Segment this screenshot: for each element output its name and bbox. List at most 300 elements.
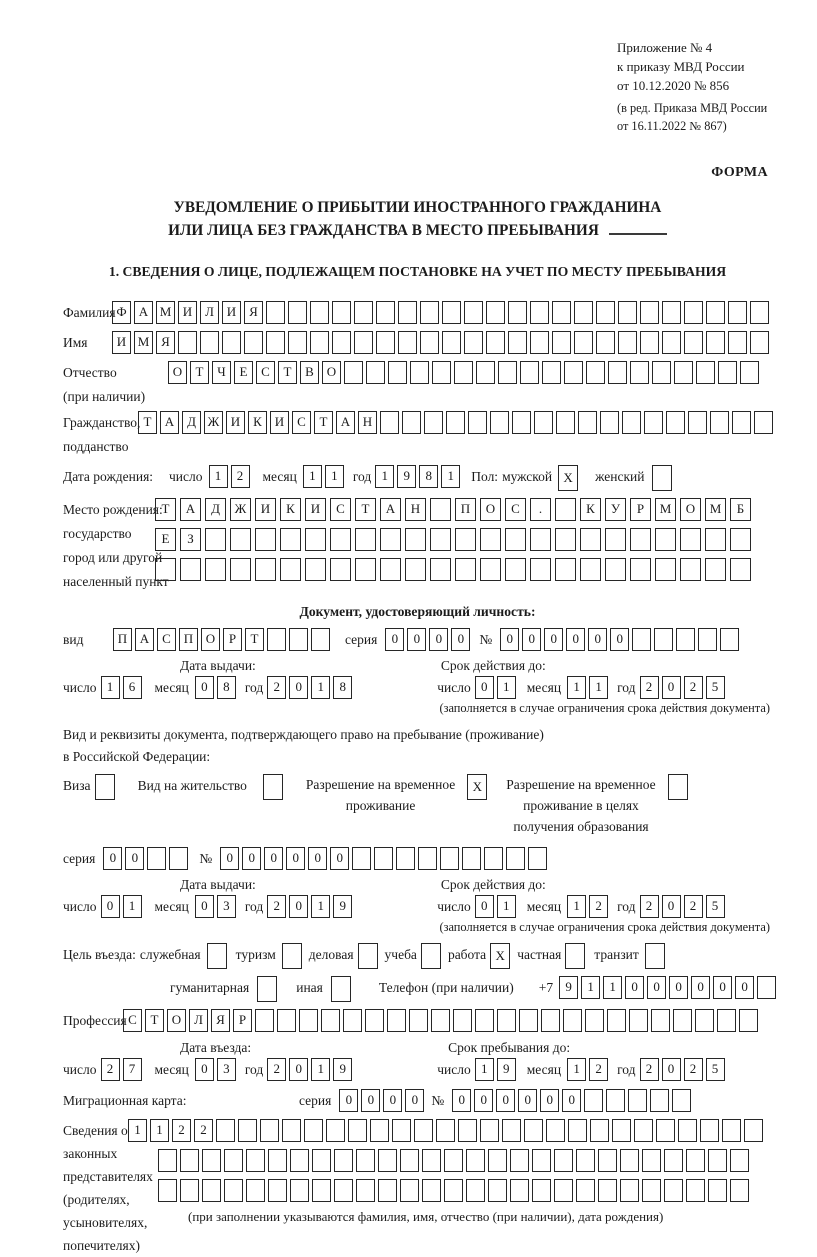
patronymic-field[interactable]: [168, 361, 762, 384]
char-cell[interactable]: Т: [314, 411, 333, 434]
char-cell[interactable]: [458, 1119, 477, 1142]
char-cell[interactable]: [388, 361, 407, 384]
char-cell[interactable]: [244, 331, 263, 354]
char-cell[interactable]: [246, 1149, 265, 1172]
char-cell[interactable]: [705, 558, 726, 581]
char-cell[interactable]: 0: [544, 628, 563, 651]
char-cell[interactable]: [462, 847, 481, 870]
char-cell[interactable]: [205, 528, 226, 551]
char-cell[interactable]: [596, 301, 615, 324]
doc-issue-month-field[interactable]: [195, 676, 239, 699]
char-cell[interactable]: [268, 1179, 287, 1202]
char-cell[interactable]: 0: [588, 628, 607, 651]
char-cell[interactable]: 1: [101, 676, 120, 699]
char-cell[interactable]: [421, 943, 441, 969]
char-cell[interactable]: 7: [123, 1058, 142, 1081]
char-cell[interactable]: [468, 411, 487, 434]
char-cell[interactable]: [410, 361, 429, 384]
birth-day-field[interactable]: [209, 465, 253, 488]
char-cell[interactable]: [598, 1149, 617, 1172]
char-cell[interactable]: В: [300, 361, 319, 384]
char-cell[interactable]: [528, 847, 547, 870]
char-cell[interactable]: [598, 1179, 617, 1202]
char-cell[interactable]: [505, 558, 526, 581]
char-cell[interactable]: [580, 528, 601, 551]
char-cell[interactable]: 2: [194, 1119, 213, 1142]
char-cell[interactable]: [705, 528, 726, 551]
char-cell[interactable]: А: [135, 628, 154, 651]
char-cell[interactable]: [311, 628, 330, 651]
char-cell[interactable]: 1: [311, 895, 330, 918]
char-cell[interactable]: [464, 331, 483, 354]
char-cell[interactable]: [484, 847, 503, 870]
char-cell[interactable]: [255, 528, 276, 551]
char-cell[interactable]: 0: [220, 847, 239, 870]
char-cell[interactable]: [480, 528, 501, 551]
purpose-study-checkbox[interactable]: [421, 943, 444, 969]
migration-number-field[interactable]: [452, 1089, 694, 1112]
char-cell[interactable]: [586, 361, 605, 384]
char-cell[interactable]: [207, 943, 227, 969]
purpose-other-checkbox[interactable]: [331, 976, 354, 1002]
char-cell[interactable]: [556, 411, 575, 434]
char-cell[interactable]: 0: [289, 895, 308, 918]
char-cell[interactable]: З: [180, 528, 201, 551]
char-cell[interactable]: [418, 847, 437, 870]
char-cell[interactable]: [620, 1179, 639, 1202]
char-cell[interactable]: [255, 1009, 274, 1032]
char-cell[interactable]: 0: [289, 676, 308, 699]
char-cell[interactable]: 1: [123, 895, 142, 918]
char-cell[interactable]: 1: [497, 895, 516, 918]
char-cell[interactable]: М: [655, 498, 676, 521]
purpose-private-checkbox[interactable]: [565, 943, 588, 969]
char-cell[interactable]: 0: [452, 1089, 471, 1112]
char-cell[interactable]: [519, 1009, 538, 1032]
char-cell[interactable]: 1: [375, 465, 394, 488]
char-cell[interactable]: [530, 558, 551, 581]
char-cell[interactable]: [688, 411, 707, 434]
char-cell[interactable]: [330, 558, 351, 581]
char-cell[interactable]: [510, 1149, 529, 1172]
char-cell[interactable]: [280, 558, 301, 581]
char-cell[interactable]: Ч: [212, 361, 231, 384]
char-cell[interactable]: [642, 1149, 661, 1172]
char-cell[interactable]: 0: [451, 628, 470, 651]
char-cell[interactable]: [508, 301, 527, 324]
char-cell[interactable]: [95, 774, 115, 800]
char-cell[interactable]: О: [201, 628, 220, 651]
char-cell[interactable]: М: [134, 331, 153, 354]
char-cell[interactable]: [750, 301, 769, 324]
char-cell[interactable]: [356, 1179, 375, 1202]
char-cell[interactable]: [288, 331, 307, 354]
char-cell[interactable]: 0: [361, 1089, 380, 1112]
char-cell[interactable]: Ж: [230, 498, 251, 521]
doc-valid-year-field[interactable]: [640, 676, 728, 699]
char-cell[interactable]: [680, 528, 701, 551]
doc-issue-day-field[interactable]: [101, 676, 145, 699]
char-cell[interactable]: 9: [497, 1058, 516, 1081]
char-cell[interactable]: [674, 361, 693, 384]
char-cell[interactable]: [222, 331, 241, 354]
char-cell[interactable]: Т: [245, 628, 264, 651]
char-cell[interactable]: О: [168, 361, 187, 384]
char-cell[interactable]: [530, 331, 549, 354]
char-cell[interactable]: [400, 1179, 419, 1202]
doc-series-field[interactable]: [385, 628, 473, 651]
char-cell[interactable]: [718, 361, 737, 384]
representatives-line1-field[interactable]: [128, 1119, 766, 1142]
char-cell[interactable]: [662, 301, 681, 324]
char-cell[interactable]: X: [558, 465, 578, 491]
char-cell[interactable]: [744, 1119, 763, 1142]
char-cell[interactable]: [655, 558, 676, 581]
char-cell[interactable]: [612, 1119, 631, 1142]
char-cell[interactable]: 2: [640, 676, 659, 699]
char-cell[interactable]: 0: [474, 1089, 493, 1112]
char-cell[interactable]: 9: [333, 895, 352, 918]
residence-valid-year-field[interactable]: [640, 895, 728, 918]
char-cell[interactable]: 8: [419, 465, 438, 488]
char-cell[interactable]: [180, 558, 201, 581]
char-cell[interactable]: П: [455, 498, 476, 521]
char-cell[interactable]: [664, 1179, 683, 1202]
char-cell[interactable]: [532, 1179, 551, 1202]
purpose-transit-checkbox[interactable]: [645, 943, 668, 969]
char-cell[interactable]: [430, 558, 451, 581]
char-cell[interactable]: [730, 1149, 749, 1172]
char-cell[interactable]: [698, 628, 717, 651]
char-cell[interactable]: [696, 361, 715, 384]
char-cell[interactable]: [630, 558, 651, 581]
char-cell[interactable]: [444, 1179, 463, 1202]
char-cell[interactable]: [644, 411, 663, 434]
char-cell[interactable]: [444, 1149, 463, 1172]
char-cell[interactable]: [332, 301, 351, 324]
char-cell[interactable]: 9: [559, 976, 578, 999]
char-cell[interactable]: Я: [211, 1009, 230, 1032]
char-cell[interactable]: [605, 528, 626, 551]
char-cell[interactable]: 0: [385, 628, 404, 651]
char-cell[interactable]: [312, 1149, 331, 1172]
char-cell[interactable]: Т: [138, 411, 157, 434]
entry-year-field[interactable]: [267, 1058, 355, 1081]
char-cell[interactable]: 2: [231, 465, 250, 488]
char-cell[interactable]: 2: [684, 1058, 703, 1081]
char-cell[interactable]: [370, 1119, 389, 1142]
char-cell[interactable]: 0: [339, 1089, 358, 1112]
char-cell[interactable]: [290, 1149, 309, 1172]
char-cell[interactable]: [732, 411, 751, 434]
char-cell[interactable]: У: [605, 498, 626, 521]
citizenship-field[interactable]: [138, 411, 776, 434]
char-cell[interactable]: [409, 1009, 428, 1032]
char-cell[interactable]: [740, 361, 759, 384]
char-cell[interactable]: [666, 411, 685, 434]
char-cell[interactable]: [260, 1119, 279, 1142]
char-cell[interactable]: [532, 1149, 551, 1172]
char-cell[interactable]: [440, 847, 459, 870]
char-cell[interactable]: [255, 558, 276, 581]
char-cell[interactable]: [654, 628, 673, 651]
char-cell[interactable]: [512, 411, 531, 434]
char-cell[interactable]: 5: [706, 1058, 725, 1081]
residence-number-field[interactable]: [220, 847, 550, 870]
char-cell[interactable]: [576, 1179, 595, 1202]
char-cell[interactable]: [355, 528, 376, 551]
char-cell[interactable]: 0: [500, 628, 519, 651]
char-cell[interactable]: 0: [407, 628, 426, 651]
char-cell[interactable]: Т: [190, 361, 209, 384]
char-cell[interactable]: 5: [706, 895, 725, 918]
char-cell[interactable]: 0: [610, 628, 629, 651]
char-cell[interactable]: 1: [567, 1058, 586, 1081]
char-cell[interactable]: И: [255, 498, 276, 521]
char-cell[interactable]: 2: [172, 1119, 191, 1142]
char-cell[interactable]: К: [580, 498, 601, 521]
char-cell[interactable]: 0: [662, 676, 681, 699]
char-cell[interactable]: [524, 1119, 543, 1142]
char-cell[interactable]: И: [305, 498, 326, 521]
char-cell[interactable]: 1: [603, 976, 622, 999]
char-cell[interactable]: [380, 411, 399, 434]
char-cell[interactable]: [596, 331, 615, 354]
char-cell[interactable]: 2: [589, 1058, 608, 1081]
char-cell[interactable]: [486, 301, 505, 324]
char-cell[interactable]: [486, 331, 505, 354]
char-cell[interactable]: 0: [475, 676, 494, 699]
doc-type-field[interactable]: [113, 628, 333, 651]
char-cell[interactable]: [708, 1149, 727, 1172]
char-cell[interactable]: [366, 361, 385, 384]
char-cell[interactable]: Я: [244, 301, 263, 324]
char-cell[interactable]: [568, 1119, 587, 1142]
char-cell[interactable]: 0: [669, 976, 688, 999]
char-cell[interactable]: 1: [497, 676, 516, 699]
char-cell[interactable]: [282, 1119, 301, 1142]
char-cell[interactable]: [398, 331, 417, 354]
char-cell[interactable]: [387, 1009, 406, 1032]
char-cell[interactable]: [376, 331, 395, 354]
char-cell[interactable]: [432, 361, 451, 384]
char-cell[interactable]: [730, 558, 751, 581]
char-cell[interactable]: Д: [205, 498, 226, 521]
char-cell[interactable]: [290, 1179, 309, 1202]
char-cell[interactable]: [268, 1149, 287, 1172]
char-cell[interactable]: Я: [156, 331, 175, 354]
char-cell[interactable]: [277, 1009, 296, 1032]
char-cell[interactable]: [180, 1149, 199, 1172]
char-cell[interactable]: [668, 774, 688, 800]
char-cell[interactable]: 1: [311, 1058, 330, 1081]
char-cell[interactable]: [684, 331, 703, 354]
char-cell[interactable]: [490, 411, 509, 434]
char-cell[interactable]: [590, 1119, 609, 1142]
char-cell[interactable]: [430, 498, 451, 521]
char-cell[interactable]: Ф: [112, 301, 131, 324]
char-cell[interactable]: 0: [518, 1089, 537, 1112]
char-cell[interactable]: [304, 1119, 323, 1142]
char-cell[interactable]: 0: [662, 895, 681, 918]
char-cell[interactable]: [334, 1179, 353, 1202]
char-cell[interactable]: [455, 558, 476, 581]
residence-valid-day-field[interactable]: [475, 895, 519, 918]
char-cell[interactable]: [305, 528, 326, 551]
char-cell[interactable]: Т: [355, 498, 376, 521]
char-cell[interactable]: Д: [182, 411, 201, 434]
char-cell[interactable]: [476, 361, 495, 384]
residence-issue-month-field[interactable]: [195, 895, 239, 918]
purpose-tourism-checkbox[interactable]: [282, 943, 305, 969]
temp-residence-education-checkbox[interactable]: [668, 774, 691, 800]
char-cell[interactable]: [506, 847, 525, 870]
stay-day-field[interactable]: [475, 1058, 519, 1081]
char-cell[interactable]: 0: [383, 1089, 402, 1112]
char-cell[interactable]: 0: [496, 1089, 515, 1112]
char-cell[interactable]: [739, 1009, 758, 1032]
char-cell[interactable]: С: [292, 411, 311, 434]
char-cell[interactable]: 1: [325, 465, 344, 488]
profession-field[interactable]: [123, 1009, 761, 1032]
char-cell[interactable]: [563, 1009, 582, 1032]
char-cell[interactable]: [257, 976, 277, 1002]
char-cell[interactable]: Е: [234, 361, 253, 384]
char-cell[interactable]: [246, 1179, 265, 1202]
char-cell[interactable]: [354, 301, 373, 324]
stay-year-field[interactable]: [640, 1058, 728, 1081]
char-cell[interactable]: [502, 1119, 521, 1142]
char-cell[interactable]: 0: [125, 847, 144, 870]
char-cell[interactable]: X: [467, 774, 487, 800]
char-cell[interactable]: [376, 301, 395, 324]
char-cell[interactable]: [684, 301, 703, 324]
char-cell[interactable]: [686, 1149, 705, 1172]
char-cell[interactable]: [757, 976, 776, 999]
char-cell[interactable]: 0: [242, 847, 261, 870]
char-cell[interactable]: 0: [405, 1089, 424, 1112]
char-cell[interactable]: [344, 361, 363, 384]
char-cell[interactable]: [305, 558, 326, 581]
representatives-line2-field[interactable]: [158, 1149, 766, 1172]
char-cell[interactable]: 0: [566, 628, 585, 651]
char-cell[interactable]: [488, 1179, 507, 1202]
char-cell[interactable]: [155, 558, 176, 581]
char-cell[interactable]: 0: [691, 976, 710, 999]
char-cell[interactable]: [555, 498, 576, 521]
char-cell[interactable]: 2: [589, 895, 608, 918]
char-cell[interactable]: 9: [397, 465, 416, 488]
char-cell[interactable]: О: [680, 498, 701, 521]
char-cell[interactable]: [662, 331, 681, 354]
char-cell[interactable]: [554, 1179, 573, 1202]
birthplace-line2-field[interactable]: [155, 528, 755, 551]
char-cell[interactable]: И: [222, 301, 241, 324]
char-cell[interactable]: [380, 558, 401, 581]
char-cell[interactable]: [622, 411, 641, 434]
char-cell[interactable]: 1: [303, 465, 322, 488]
surname-field[interactable]: [112, 301, 772, 324]
char-cell[interactable]: Л: [189, 1009, 208, 1032]
char-cell[interactable]: 0: [475, 895, 494, 918]
char-cell[interactable]: 0: [562, 1089, 581, 1112]
char-cell[interactable]: [442, 331, 461, 354]
char-cell[interactable]: [455, 528, 476, 551]
char-cell[interactable]: [267, 628, 286, 651]
char-cell[interactable]: 8: [217, 676, 236, 699]
char-cell[interactable]: [310, 301, 329, 324]
char-cell[interactable]: [436, 1119, 455, 1142]
char-cell[interactable]: 1: [209, 465, 228, 488]
char-cell[interactable]: [224, 1149, 243, 1172]
char-cell[interactable]: [414, 1119, 433, 1142]
char-cell[interactable]: Р: [630, 498, 651, 521]
char-cell[interactable]: [343, 1009, 362, 1032]
char-cell[interactable]: [216, 1119, 235, 1142]
char-cell[interactable]: 0: [713, 976, 732, 999]
char-cell[interactable]: [466, 1179, 485, 1202]
char-cell[interactable]: [205, 558, 226, 581]
char-cell[interactable]: [552, 331, 571, 354]
char-cell[interactable]: 0: [264, 847, 283, 870]
char-cell[interactable]: [230, 528, 251, 551]
char-cell[interactable]: [546, 1119, 565, 1142]
char-cell[interactable]: [398, 301, 417, 324]
visa-checkbox[interactable]: [95, 774, 118, 800]
char-cell[interactable]: И: [112, 331, 131, 354]
char-cell[interactable]: Ж: [204, 411, 223, 434]
char-cell[interactable]: [147, 847, 166, 870]
char-cell[interactable]: С: [123, 1009, 142, 1032]
char-cell[interactable]: 1: [128, 1119, 147, 1142]
char-cell[interactable]: [354, 331, 373, 354]
char-cell[interactable]: [356, 1149, 375, 1172]
char-cell[interactable]: [480, 558, 501, 581]
char-cell[interactable]: 2: [640, 1058, 659, 1081]
sex-female-checkbox[interactable]: [652, 465, 675, 491]
char-cell[interactable]: [554, 1149, 573, 1172]
char-cell[interactable]: Н: [405, 498, 426, 521]
doc-valid-day-field[interactable]: [475, 676, 519, 699]
birthplace-line1-field[interactable]: [155, 498, 755, 521]
char-cell[interactable]: [541, 1009, 560, 1032]
char-cell[interactable]: [584, 1089, 603, 1112]
char-cell[interactable]: [488, 1149, 507, 1172]
char-cell[interactable]: [332, 331, 351, 354]
char-cell[interactable]: 2: [267, 895, 286, 918]
char-cell[interactable]: [365, 1009, 384, 1032]
char-cell[interactable]: 1: [150, 1119, 169, 1142]
char-cell[interactable]: [520, 361, 539, 384]
char-cell[interactable]: [618, 301, 637, 324]
doc-number-field[interactable]: [500, 628, 742, 651]
char-cell[interactable]: X: [490, 943, 510, 969]
char-cell[interactable]: 0: [540, 1089, 559, 1112]
migration-series-field[interactable]: [339, 1089, 427, 1112]
char-cell[interactable]: 0: [195, 895, 214, 918]
char-cell[interactable]: [200, 331, 219, 354]
char-cell[interactable]: [289, 628, 308, 651]
char-cell[interactable]: [446, 411, 465, 434]
purpose-business-checkbox[interactable]: [358, 943, 381, 969]
char-cell[interactable]: 1: [589, 676, 608, 699]
char-cell[interactable]: [405, 558, 426, 581]
char-cell[interactable]: [380, 528, 401, 551]
char-cell[interactable]: С: [505, 498, 526, 521]
char-cell[interactable]: [378, 1179, 397, 1202]
char-cell[interactable]: [730, 1179, 749, 1202]
char-cell[interactable]: [424, 411, 443, 434]
